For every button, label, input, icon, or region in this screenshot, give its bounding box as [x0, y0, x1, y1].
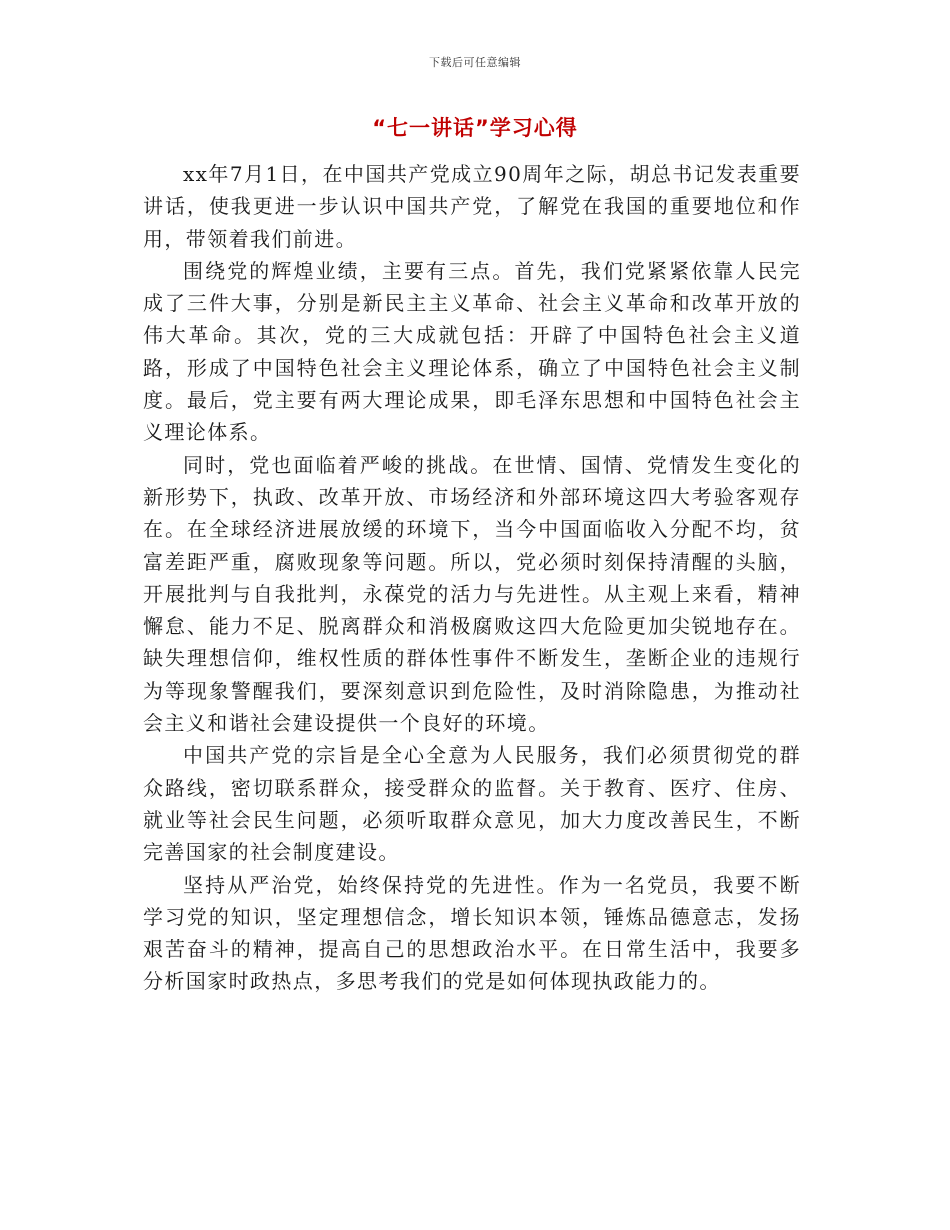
- paragraph-1: xx年7月1日，在中国共产党成立90周年之际，胡总书记发表重要讲话，使我更进一步认识中国共产党，了解党在我国的重要地位和作用，带领着我们前进。: [143, 162, 801, 251]
- paragraph-4: 中国共产党的宗旨是全心全意为人民服务，我们必须贯彻党的群众路线，密切联系群众，接受群众的监督。关于教育、医疗、住房、就业等社会民生问题，必须听取群众意见，加大力度改善民生，不断完善国家的社会制度建设。: [143, 743, 801, 865]
- paragraph-3: 同时，党也面临着严峻的挑战。在世情、国情、党情发生变化的新形势下，执政、改革开放、市场经济和外部环境这四大考验客观存在。在全球经济进展放缓的环境下，当今中国面临收入分配不均，贫富差距严重，腐败现象等问题。所以，党必须时刻保持清醒的头脑，开展批判与自我批判，永葆党的活力与先进性。从主观上来看，精神懈怠、能力不足、脱离群众和消极腐败这四大危险更加尖锐地存在。缺失理想信仰，维权性质的群体性事件不断发生，垄断企业的违规行为等现象警醒我们，要深刻意识到危险性，及时消除隐患，为推动社会主义和谐社会建设提供一个良好的环境。: [143, 452, 801, 736]
- paragraph-2: 围绕党的辉煌业绩，主要有三点。首先，我们党紧紧依靠人民完成了三件大事，分别是新民主主义革命、社会主义革命和改革开放的伟大革命。其次，党的三大成就包括：开辟了中国特色社会主义道路，形成了中国特色社会主义理论体系，确立了中国特色社会主义制度。最后，党主要有两大理论成果，即毛泽东思想和中国特色社会主义理论体系。: [143, 258, 801, 445]
- document-title: “七一讲话”学习心得: [372, 116, 578, 140]
- header-note: 下载后可任意编辑: [429, 56, 521, 69]
- paragraph-5: 坚持从严治党，始终保持党的先进性。作为一名党员，我要不断学习党的知识，坚定理想信念，增长知识本领，锤炼品德意志，发扬艰苦奋斗的精神，提高自己的思想政治水平。在日常生活中，我要多分析国家时政热点，多思考我们的党是如何体现执政能力的。: [143, 872, 801, 994]
- document-body: [143, 158, 801, 998]
